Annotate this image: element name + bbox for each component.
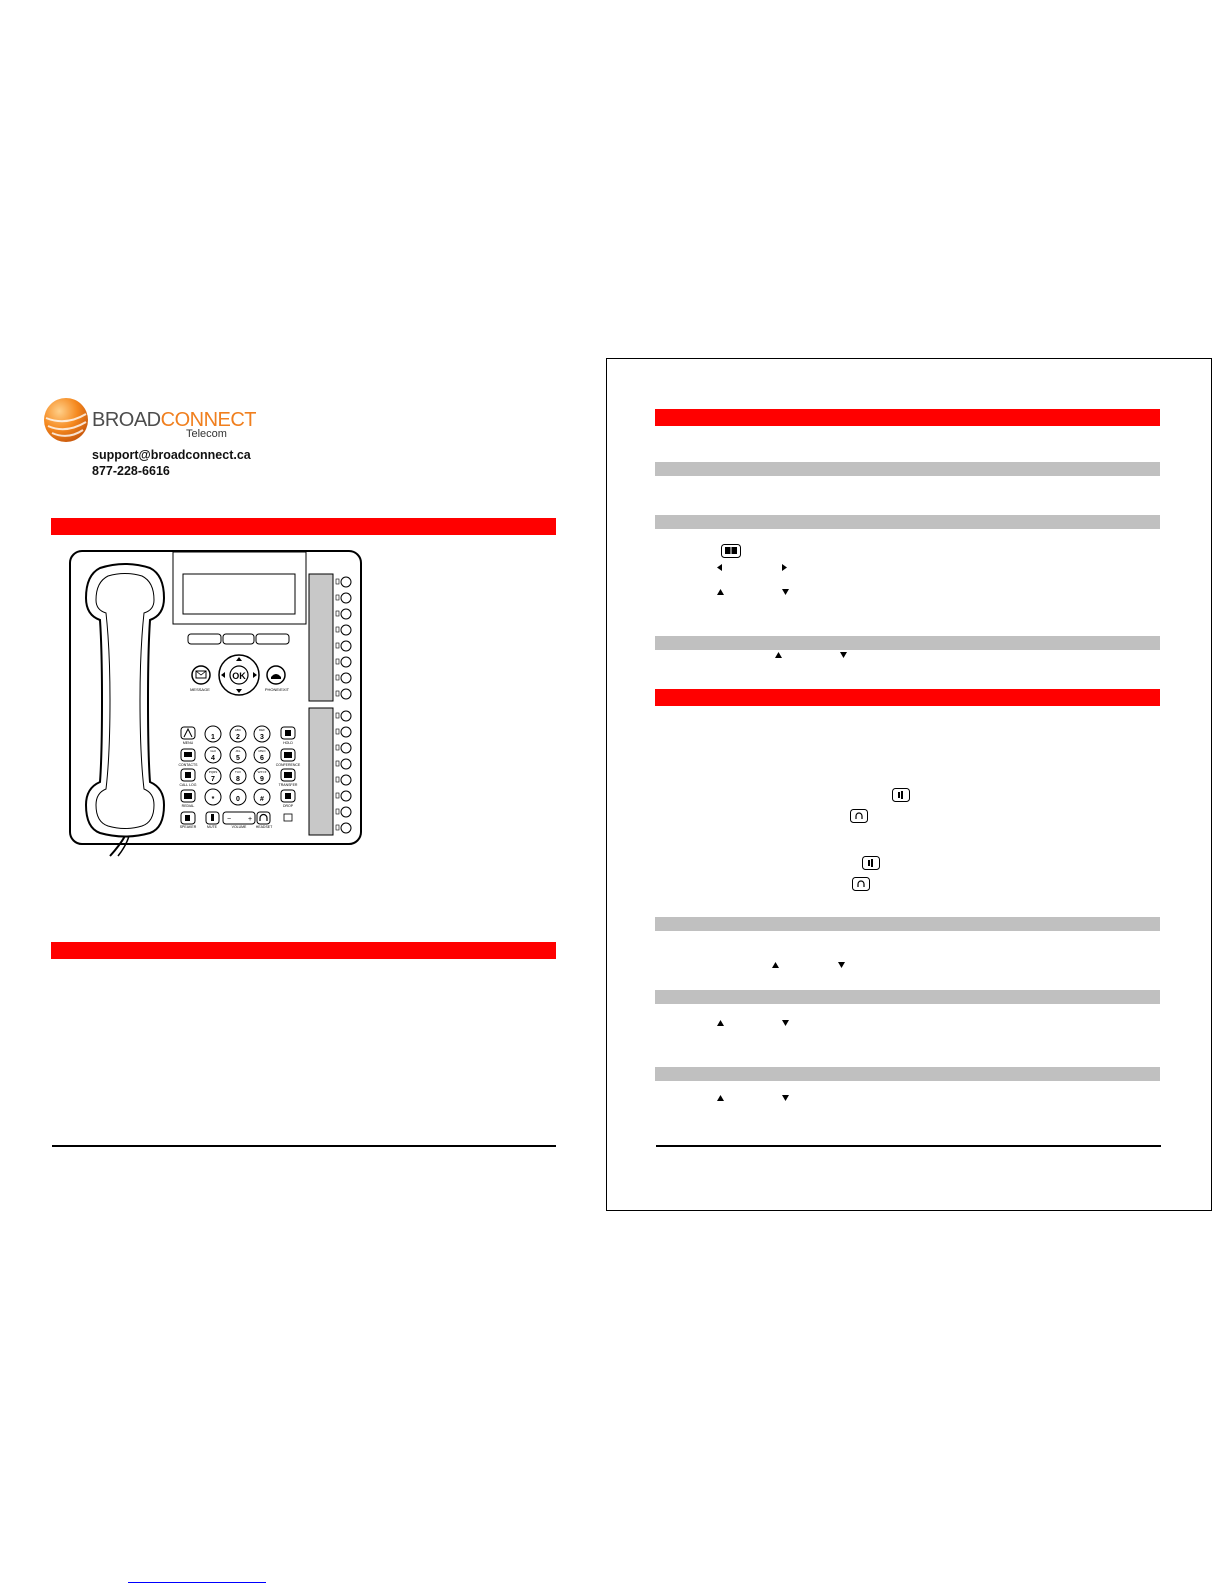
- line-led-14: [336, 793, 339, 798]
- phone-illustration: [66, 548, 366, 858]
- headset-label: HEADSET: [255, 825, 273, 829]
- navigation-cluster: [219, 655, 259, 695]
- svg-text:DEF: DEF: [259, 728, 265, 732]
- line-button-5: [341, 641, 351, 651]
- key-hash: #: [260, 796, 264, 803]
- contact-phone: 877-228-6616: [92, 464, 170, 478]
- message-label: MESSAGE: [190, 687, 210, 692]
- down-arrow-icon: [839, 651, 848, 659]
- line-led-12: [336, 761, 339, 766]
- subsection-bar-6: [655, 1067, 1160, 1081]
- headset-key-icon: [852, 877, 870, 891]
- volume-plus: +: [247, 816, 253, 823]
- line-button-14: [341, 791, 351, 801]
- line-led-2: [336, 595, 339, 600]
- line-button-13: [341, 775, 351, 785]
- contact-email: support@broadconnect.ca: [92, 448, 251, 462]
- svg-text:MNO: MNO: [258, 749, 266, 753]
- key-7: 7: [211, 776, 215, 783]
- line-label-panel-lower: [309, 708, 333, 835]
- headset-key-icon: [850, 809, 868, 823]
- line-button-7: [341, 673, 351, 683]
- conference-label: CONFERENCE: [275, 763, 301, 767]
- line-button-15: [341, 807, 351, 817]
- hold-label: HOLD: [283, 741, 293, 745]
- line-led-13: [336, 777, 339, 782]
- svg-text:TUV: TUV: [235, 770, 241, 774]
- up-arrow-icon: [771, 961, 780, 969]
- line-button-10: [341, 727, 351, 737]
- key-8: 8: [236, 776, 240, 783]
- line-led-16: [336, 825, 339, 830]
- key-1: 1: [211, 734, 215, 741]
- line-button-8: [341, 689, 351, 699]
- down-arrow-icon: [781, 588, 790, 596]
- speaker-label: SPEAKER: [179, 825, 197, 829]
- key-5: 5: [236, 755, 240, 762]
- logo-brand-part2: CONNECT: [160, 409, 257, 431]
- up-arrow-icon: [716, 1019, 725, 1027]
- volume-minus: −: [226, 816, 232, 823]
- right-arrow-icon: [780, 563, 788, 572]
- subsection-bar-5: [655, 990, 1160, 1004]
- line-button-4: [341, 625, 351, 635]
- section-header-bar-left-1: [51, 518, 556, 535]
- line-led-1: [336, 579, 339, 584]
- key-0: 0: [236, 796, 240, 803]
- left-arrow-icon: [716, 563, 724, 572]
- svg-text:WXYZ: WXYZ: [257, 770, 267, 774]
- line-led-9: [336, 713, 339, 718]
- line-led-4: [336, 627, 339, 632]
- line-button-12: [341, 759, 351, 769]
- microphone-icon: [211, 814, 214, 821]
- svg-text:ABC: ABC: [234, 728, 242, 732]
- key-4: 4: [211, 755, 215, 762]
- line-led-15: [336, 809, 339, 814]
- down-arrow-icon: [837, 961, 846, 969]
- volume-label: VOLUME: [231, 825, 247, 829]
- speaker-key-icon: [892, 788, 910, 802]
- section-header-bar-left-2: [51, 942, 556, 959]
- line-label-panel-upper: [309, 574, 333, 701]
- subsection-bar-2: [655, 515, 1160, 529]
- subsection-bar-3: [655, 636, 1160, 650]
- key-star: *: [211, 796, 215, 803]
- section-header-bar-right-2: [655, 689, 1160, 706]
- key-6: 6: [260, 755, 264, 762]
- ok-label: OK: [232, 671, 246, 681]
- softkey-1: [188, 634, 221, 644]
- mute-label: MUTE: [207, 825, 217, 829]
- headset-button: [257, 812, 270, 824]
- svg-text:PQRS: PQRS: [208, 770, 218, 774]
- display-screen: [183, 574, 295, 614]
- contacts-label: CONTACTS: [178, 763, 198, 767]
- logo-brand-text: [92, 409, 256, 432]
- line-led-11: [336, 745, 339, 750]
- up-arrow-icon: [716, 588, 725, 596]
- phone-exit-label: PHONE/EXIT: [264, 687, 290, 692]
- right-page-frame: [606, 358, 1212, 1211]
- speaker-key-icon: [862, 856, 880, 870]
- subsection-bar-1: [655, 462, 1160, 476]
- line-button-11: [341, 743, 351, 753]
- key-9: 9: [260, 776, 264, 783]
- line-button-1: [341, 577, 351, 587]
- down-arrow-icon: [781, 1019, 790, 1027]
- up-arrow-icon: [774, 651, 783, 659]
- softkey-2: [223, 634, 254, 644]
- drop-label: DROP: [282, 804, 294, 808]
- section-header-bar-right-1: [655, 409, 1160, 426]
- line-button-9: [341, 711, 351, 721]
- svg-text:GHI: GHI: [210, 749, 216, 753]
- up-arrow-icon: [716, 1094, 725, 1102]
- logo-brand-part1: BROAD: [92, 409, 161, 431]
- call-log-label: CALL LOG: [179, 783, 197, 787]
- footer-link-underline[interactable]: [128, 1582, 266, 1583]
- down-arrow-icon: [781, 1094, 790, 1102]
- footer-rule-left: [52, 1145, 556, 1147]
- key-3: 3: [260, 734, 264, 741]
- menu-label: MENU: [182, 741, 194, 745]
- contacts-key-icon: [721, 544, 741, 558]
- line-led-8: [336, 691, 339, 696]
- line-button-16: [341, 823, 351, 833]
- key-2: 2: [236, 734, 240, 741]
- softkey-3: [256, 634, 289, 644]
- line-led-7: [336, 675, 339, 680]
- logo-globe-icon: [42, 396, 90, 444]
- line-led-5: [336, 643, 339, 648]
- line-button-3: [341, 609, 351, 619]
- line-led-3: [336, 611, 339, 616]
- logo-subtitle: Telecom: [186, 428, 227, 440]
- transfer-label: TRANSFER: [278, 783, 298, 787]
- subsection-bar-4: [655, 917, 1160, 931]
- line-led-6: [336, 659, 339, 664]
- svg-text:JKL: JKL: [235, 749, 241, 753]
- line-button-2: [341, 593, 351, 603]
- footer-rule-right: [656, 1145, 1161, 1147]
- line-button-6: [341, 657, 351, 667]
- line-led-10: [336, 729, 339, 734]
- redial-label: REDIAL: [181, 804, 195, 808]
